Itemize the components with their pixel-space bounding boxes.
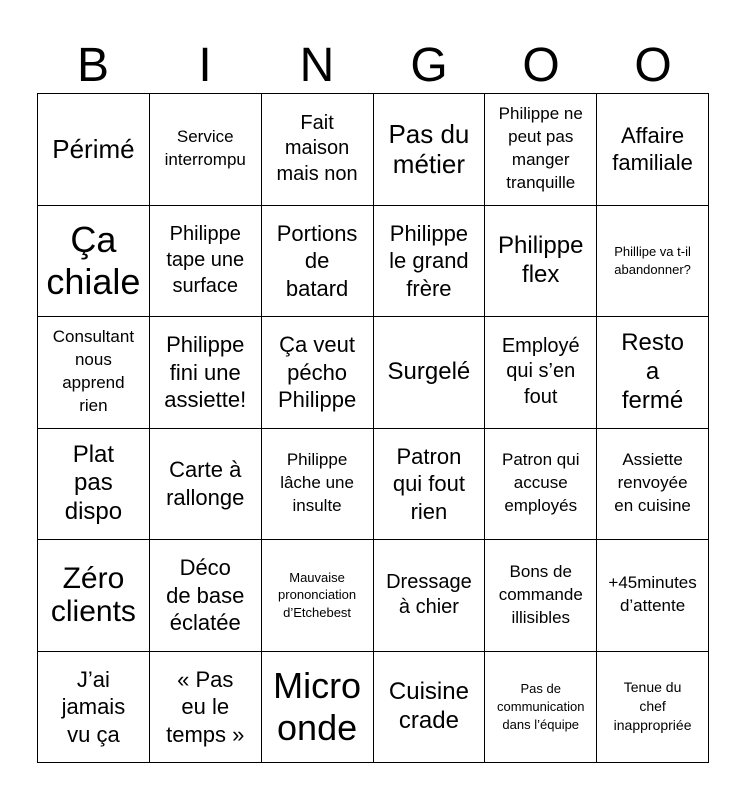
header-letter-o-1: O <box>522 39 560 92</box>
bingo-cell-r2-c6[interactable] <box>597 206 709 318</box>
bingo-cell-r2-c3[interactable] <box>262 206 374 318</box>
bingo-cell-text: Assiette renvoyée en cuisine <box>614 450 691 516</box>
bingo-cell-text: J’ai jamais vu ça <box>61 666 126 747</box>
bingo-cell-text: Périmé <box>52 133 135 164</box>
bingo-cell-r5-c1[interactable] <box>38 540 150 652</box>
bingo-cell-r5-c6[interactable] <box>597 540 709 652</box>
bingo-cell-text: Patron qui accuse employés <box>501 450 580 516</box>
bingo-cell-r3-c6[interactable] <box>597 317 709 429</box>
bingo-cell-text: Ça chiale <box>46 219 141 302</box>
bingo-cell-text: Affaire familiale <box>612 122 693 176</box>
bingo-cell-r1-c6[interactable] <box>597 94 709 206</box>
bingo-cell-r2-c5[interactable] <box>485 206 597 318</box>
bingo-board <box>37 93 709 763</box>
bingo-cell-text: « Pas eu le temps » <box>166 666 245 747</box>
bingo-cell-r3-c5[interactable] <box>485 317 597 429</box>
bingo-cell-text: Patron qui fout rien <box>392 443 465 524</box>
bingo-cell-r6-c3[interactable] <box>262 652 374 764</box>
header-letter-i: I <box>198 39 212 92</box>
bingo-cell-r4-c6[interactable] <box>597 429 709 541</box>
header-letter-n: N <box>299 39 335 92</box>
bingo-cell-r5-c2[interactable] <box>150 540 262 652</box>
bingo-cell-text: Mauvaise prononciation d’Etchebest <box>278 569 357 621</box>
bingo-cell-text: Employé qui s’en fout <box>501 334 580 409</box>
bingo-cell-r1-c2[interactable] <box>150 94 262 206</box>
bingo-cell-r4-c4[interactable] <box>374 429 486 541</box>
bingo-cell-text: Zéro clients <box>50 561 136 629</box>
bingo-cell-r4-c5[interactable] <box>485 429 597 541</box>
bingo-cell-text: Déco de base éclatée <box>166 555 245 635</box>
header-letter-b: B <box>76 39 109 92</box>
header-letter-o-2: O <box>634 39 672 92</box>
bingo-cell-r5-c5[interactable] <box>485 540 597 652</box>
bingo-cell-r5-c4[interactable] <box>374 540 486 652</box>
bingo-cell-text: Tenue du chef inappropriée <box>613 679 692 734</box>
bingo-cell-r2-c1[interactable] <box>38 206 150 318</box>
bingo-cell-r4-c1[interactable] <box>38 429 150 541</box>
bingo-cell-text: Philippe ne peut pas manger tranquille <box>498 104 583 193</box>
bingo-cell-text: +45minutes d’attente <box>608 573 697 616</box>
bingo-cell-text: Pas de communication dans l’équipe <box>497 681 585 732</box>
bingo-header <box>37 38 709 94</box>
bingo-cell-text: Philippe flex <box>498 231 584 288</box>
bingo-cell-r3-c2[interactable] <box>150 317 262 429</box>
bingo-cell-text: Fait maison mais non <box>276 111 358 186</box>
bingo-cell-r3-c3[interactable] <box>262 317 374 429</box>
bingo-cell-r4-c3[interactable] <box>262 429 374 541</box>
bingo-cell-r4-c2[interactable] <box>150 429 262 541</box>
bingo-cell-r6-c2[interactable] <box>150 652 262 764</box>
bingo-cell-text: Ça veut pécho Philippe <box>277 332 357 412</box>
bingo-cell-text: Philippe tape une surface <box>166 223 245 297</box>
bingo-cell-text: Cuisine crade <box>388 677 469 734</box>
bingo-cell-r6-c6[interactable] <box>597 652 709 764</box>
bingo-cell-r5-c3[interactable] <box>262 540 374 652</box>
bingo-cell-text: Philippe lâche une insulte <box>280 450 354 516</box>
bingo-cell-text: Carte à rallonge <box>166 457 245 510</box>
header-letter-g: G <box>410 39 448 92</box>
bingo-cell-r1-c1[interactable] <box>38 94 150 206</box>
bingo-cell-r1-c3[interactable] <box>262 94 374 206</box>
bingo-cell-text: Micro onde <box>273 665 362 748</box>
bingo-cell-r3-c4[interactable] <box>374 317 486 429</box>
bingo-cell-r1-c5[interactable] <box>485 94 597 206</box>
bingo-cell-text: Portions de batard <box>276 220 358 301</box>
bingo-cell-text: Phillipe va t-il abandonner? <box>614 244 691 277</box>
bingo-cell-text: Surgelé <box>387 357 471 385</box>
bingo-cell-text: Plat pas dispo <box>64 440 123 526</box>
bingo-cell-text: Resto a fermé <box>621 329 684 414</box>
bingo-cell-r2-c2[interactable] <box>150 206 262 318</box>
bingo-cell-text: Philippe fini une assiette! <box>164 332 247 412</box>
bingo-cell-r2-c4[interactable] <box>374 206 486 318</box>
bingo-cell-text: Pas du métier <box>388 118 470 180</box>
bingo-cell-text: Consultant nous apprend rien <box>52 327 135 416</box>
bingo-cell-r6-c4[interactable] <box>374 652 486 764</box>
bingo-cell-text: Bons de commande illisibles <box>498 561 583 627</box>
bingo-cell-text: Dressage à chier <box>386 570 472 619</box>
bingo-cell-r3-c1[interactable] <box>38 317 150 429</box>
bingo-cell-r6-c5[interactable] <box>485 652 597 764</box>
bingo-cell-text: Service interrompu <box>164 127 246 170</box>
bingo-cell-r6-c1[interactable] <box>38 652 150 764</box>
bingo-cell-r1-c4[interactable] <box>374 94 486 206</box>
bingo-cell-text: Philippe le grand frère <box>389 220 469 301</box>
